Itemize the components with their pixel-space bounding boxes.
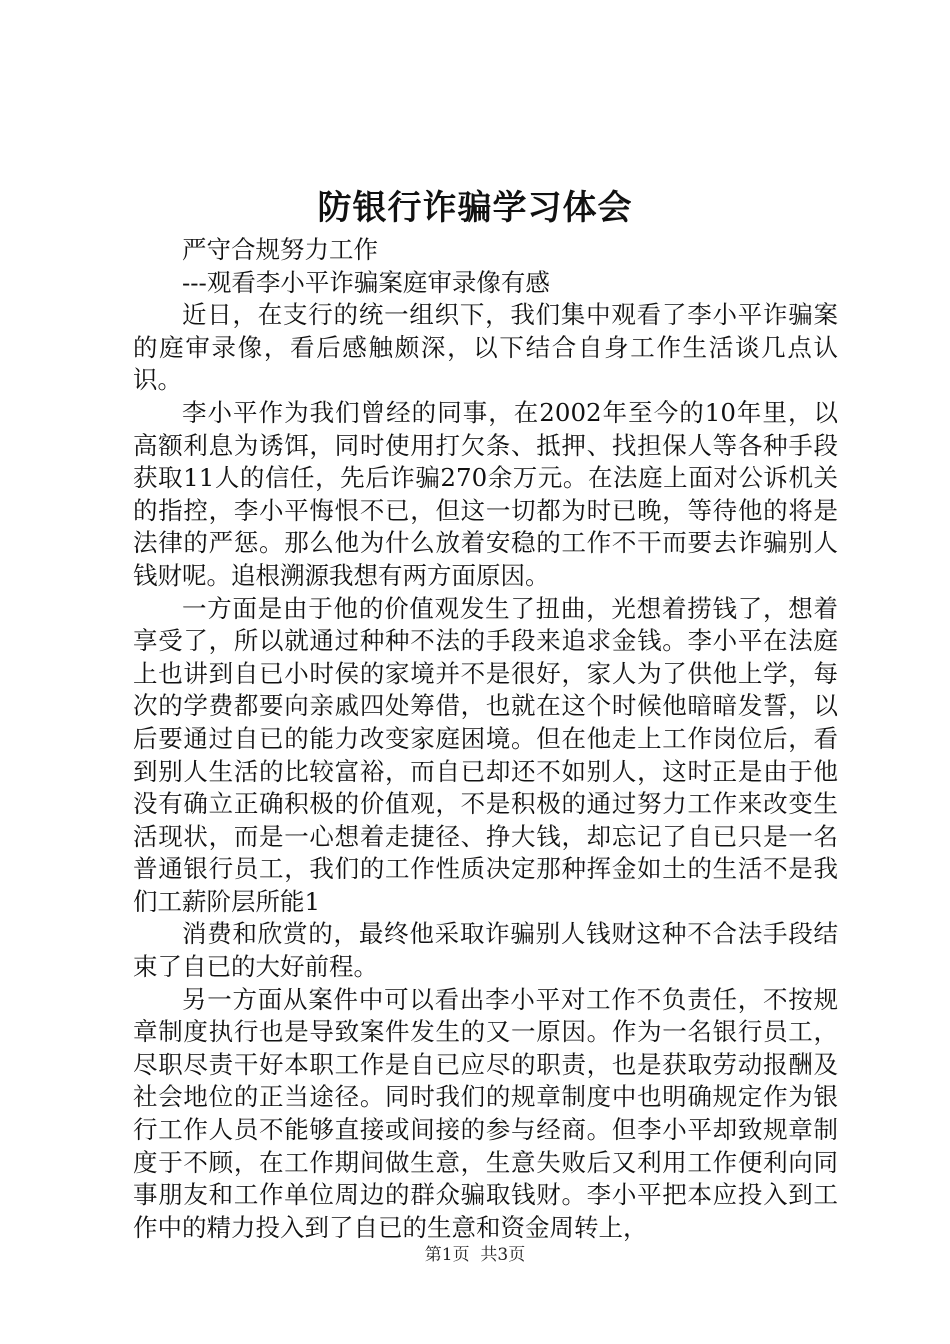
body-paragraph: 消费和欣赏的，最终他采取诈骗别人钱财这种不合法手段结束了自已的大好前程。 [133, 919, 838, 982]
page-footer [0, 1243, 950, 1267]
page-number: 第1页 [424, 1245, 470, 1265]
body-paragraph: 一方面是由于他的价值观发生了扭曲，光想着捞钱了，想着享受了，所以就通过种种不法的手段来追求金钱。李小平在法庭上也讲到自已小时侯的家境并不是很好，家人为了供他上学，每次的学费都要向亲戚四处筹借，也就在这个时候他暗暗发誓，以后要通过自已的能力改变家庭困境。但在他走上工作岗位后，看到别人生活的比较富裕，而自已却还不如别人，这时正是由于他没有确立正确积极的价值观，不是积极的通过努力工作来改变生活现状，而是一心想着走捷径、挣大钱，却忘记了自已只是一名普通银行员工，我们的工作性质决定那种挥金如土的生活不是我们工薪阶层所能1 [133, 593, 838, 916]
document-title: 防银行诈骗学习体会 [317, 188, 633, 228]
subtitle-line: 严守合规努力工作 [182, 235, 378, 264]
subtitle-line: ---观看李小平诈骗案庭审录像有感 [182, 267, 550, 297]
document-body [133, 234, 838, 1244]
body-paragraph: 近日，在支行的统一组织下，我们集中观看了李小平诈骗案的庭审录像，看后感触颇深，以下结合自身工作生活谈几点认识。 [133, 300, 838, 395]
body-paragraph: 另一方面从案件中可以看出李小平对工作不负责任，不按规章制度执行也是导致案件发生的又一原因。作为一名银行员工，尽职尽责干好本职工作是自已应尽的职责，也是获取劳动报酬及社会地位的正当途径。同时我们的规章制度中也明确规定作为银行工作人员不能够直接或间接的参与经商。但李小平却致规章制度于不顾，在工作期间做生意，生意失败后又利用工作便利向同事朋友和工作单位周边的群众骗取钱财。李小平把本应投入到工作中的精力投入到了自已的生意和资金周转上， [133, 984, 838, 1242]
page-total: 共3页 [480, 1245, 526, 1265]
body-paragraph: 李小平作为我们曾经的同事，在2002年至今的10年里，以高额利息为诱饵，同时使用打欠条、抵押、找担保人等各种手段获取11人的信任，先后诈骗270余万元。在法庭上面对公诉机关的指控，李小平悔恨不已，但这一切都为时已晚，等待他的将是法律的严惩。那么他为什么放着安稳的工作不干而要去诈骗别人钱财呢。追根溯源我想有两方面原因。 [133, 397, 838, 590]
